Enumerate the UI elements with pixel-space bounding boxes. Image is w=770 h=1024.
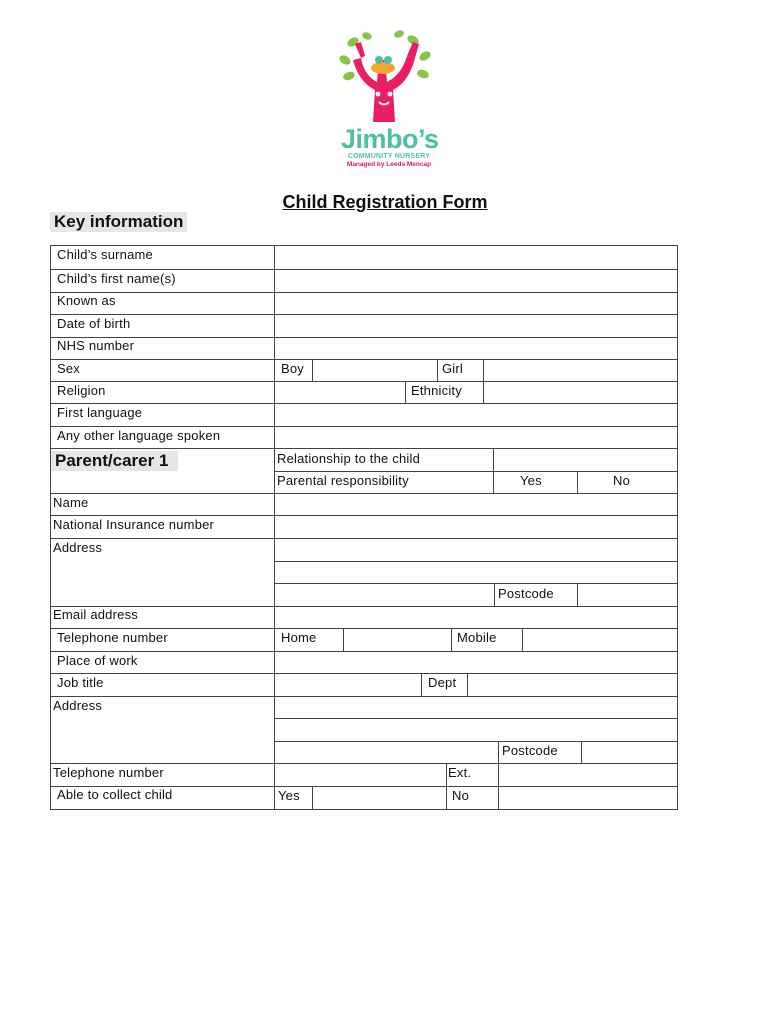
label-place-of-work: Place of work [57,653,138,668]
address-line-1-field[interactable] [276,540,676,560]
parental-responsibility-no[interactable]: No [613,473,631,488]
label-ni-number: National Insurance number [53,517,215,532]
relationship-field[interactable] [495,450,676,470]
collect-yes-label: Yes [278,788,300,803]
ext-field[interactable] [500,765,676,785]
nhs-number-field[interactable] [276,338,676,358]
work-postcode-label: Postcode [502,743,558,758]
label-address: Address [53,540,103,555]
label-work-address: Address [53,698,103,713]
mobile-phone-label: Mobile [457,630,497,645]
label-nhs-number: NHS number [57,338,135,353]
label-sex: Sex [57,361,81,376]
other-language-field[interactable] [276,428,676,448]
collect-no-field[interactable] [500,788,676,808]
parent-name-field[interactable] [276,495,676,515]
work-address-line-1-field[interactable] [276,698,676,718]
parent-carer-heading: Parent/carer 1 [51,451,178,471]
childs-first-names-field[interactable] [276,271,676,291]
home-phone-field[interactable] [345,630,450,650]
first-language-field[interactable] [276,405,676,425]
label-telephone: Telephone number [57,630,168,645]
work-telephone-field[interactable] [276,765,445,785]
tree-logo-icon [335,30,435,126]
relationship-label: Relationship to the child [277,451,421,466]
collect-yes-field[interactable] [314,788,445,808]
work-address-line-2-field[interactable] [276,720,676,740]
label-known-as: Known as [57,293,116,308]
email-field[interactable] [276,607,676,627]
religion-field[interactable] [276,383,404,403]
address-line-3-field[interactable] [276,585,493,605]
label-first-language: First language [57,405,143,420]
sex-girl-label: Girl [442,361,464,376]
ext-label: Ext. [448,765,472,780]
sex-girl-field[interactable] [485,361,676,381]
home-phone-label: Home [281,630,317,645]
parental-responsibility-yes[interactable]: Yes [520,473,542,488]
sex-boy-label: Boy [281,361,305,376]
form-title: Child Registration Form [282,192,488,212]
label-other-language: Any other language spoken [57,428,221,443]
label-job-title: Job title [57,675,104,690]
postcode-label: Postcode [498,586,554,601]
collect-no-label: No [452,788,470,803]
label-childs-surname: Child’s surname [57,247,153,262]
dept-field[interactable] [469,675,676,695]
parental-responsibility-label: Parental responsibility [277,473,409,488]
sex-boy-field[interactable] [314,361,436,381]
date-of-birth-field[interactable] [276,316,676,336]
place-of-work-field[interactable] [276,653,676,673]
label-able-to-collect: Able to collect child [57,787,173,802]
childs-surname-field[interactable] [276,247,676,268]
work-address-line-3-field[interactable] [276,743,497,763]
label-name: Name [53,495,89,510]
label-childs-first-names: Child’s first name(s) [57,271,176,286]
label-email: Email address [53,607,138,622]
mobile-phone-field[interactable] [524,630,676,650]
label-religion: Religion [57,383,106,398]
ethnicity-field[interactable] [485,383,676,403]
brand-subtitle: COMMUNITY NURSERY [347,153,431,160]
dept-label: Dept [428,675,457,690]
work-postcode-field[interactable] [583,743,676,763]
brand-name: Jimbo’s [341,124,439,154]
label-work-telephone: Telephone number [53,765,164,780]
label-date-of-birth: Date of birth [57,316,131,331]
address-line-2-field[interactable] [276,562,676,582]
job-title-field[interactable] [276,675,420,695]
brand-managed-by: Managed by Leeds Mencap [346,161,432,168]
postcode-field[interactable] [579,585,676,605]
known-as-field[interactable] [276,293,676,313]
key-information-heading: Key information [50,212,187,232]
ni-number-field[interactable] [276,517,676,537]
ethnicity-label: Ethnicity [411,383,462,398]
